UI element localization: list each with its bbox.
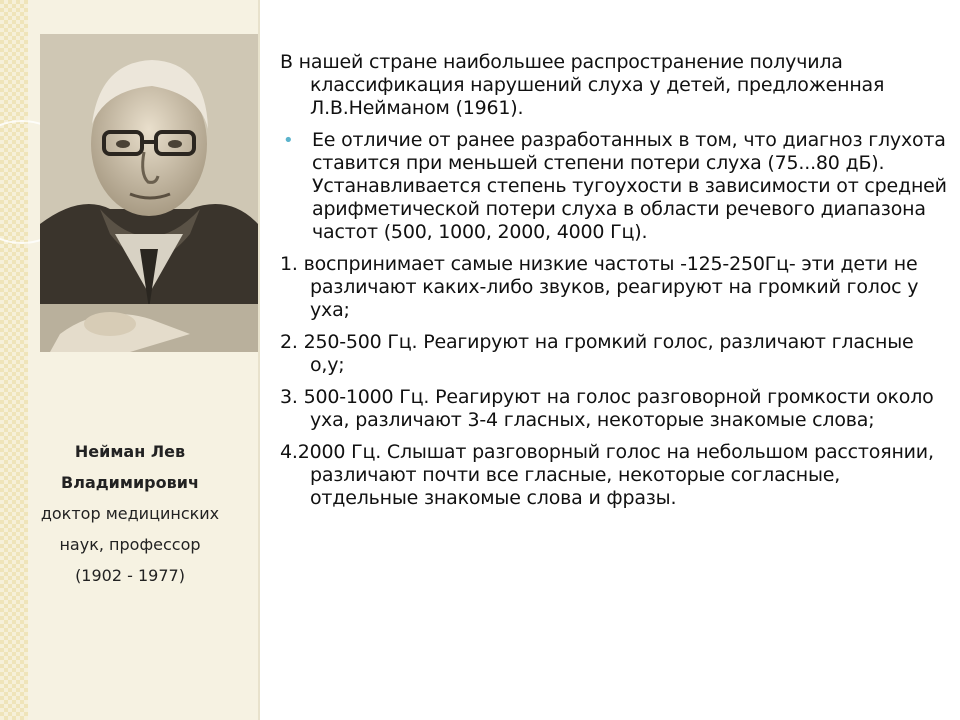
portrait-caption [12,436,248,591]
person-title-line2: наук, профессор [59,535,201,554]
bullet-text: Ее отличие от ранее разработанных в том, что диагноз глухота ставится при меньшей степени потери слуха (75...80 дБ). Устанавливается степень тугоухости в зависимости от средней арифметической потери слуха в области речевого диапазона частот (500, 1000, 2000, 4000 Гц). [312,129,947,243]
side-panel-edge [258,0,260,720]
portrait-photo [40,34,258,352]
bullet-dot-icon: • [283,130,294,151]
list-item [280,441,950,510]
person-title-line1: доктор медицинских [40,504,220,523]
bullet-paragraph [280,129,950,244]
person-years: (1902 - 1977) [75,566,185,585]
list-item-text: 1. воспринимает самые низкие частоты -125-250Гц- эти дети не различают каких-либо звуков, реагируют на громкий голос у уха; [280,253,919,321]
person-patronymic: Владимирович [61,473,199,492]
intro-paragraph [280,51,950,120]
decorative-pattern-strip [0,0,28,720]
intro-text: В нашей стране наибольшее распространение получила классификация нарушений слуха у детей, предложенная Л.В.Нейманом (1961). [280,51,885,119]
portrait-illustration [40,34,258,352]
list-item [280,331,950,377]
person-name: Нейман Лев [74,442,186,461]
list-item-text: 4.2000 Гц. Слышат разговорный голос на небольшом расстоянии, различают почти все гласные, некоторые согласные, отдельные знакомые слова и фразы. [280,441,934,509]
slide-content [280,51,950,519]
list-item-text: 2. 250-500 Гц. Реагируют на громкий голос, различают гласные о,у; [280,331,914,376]
list-item [280,253,950,322]
list-item [280,386,950,432]
list-item-text: 3. 500-1000 Гц. Реагируют на голос разговорной громкости около уха, различают 3-4 гласных, некоторые знакомые слова; [280,386,934,431]
